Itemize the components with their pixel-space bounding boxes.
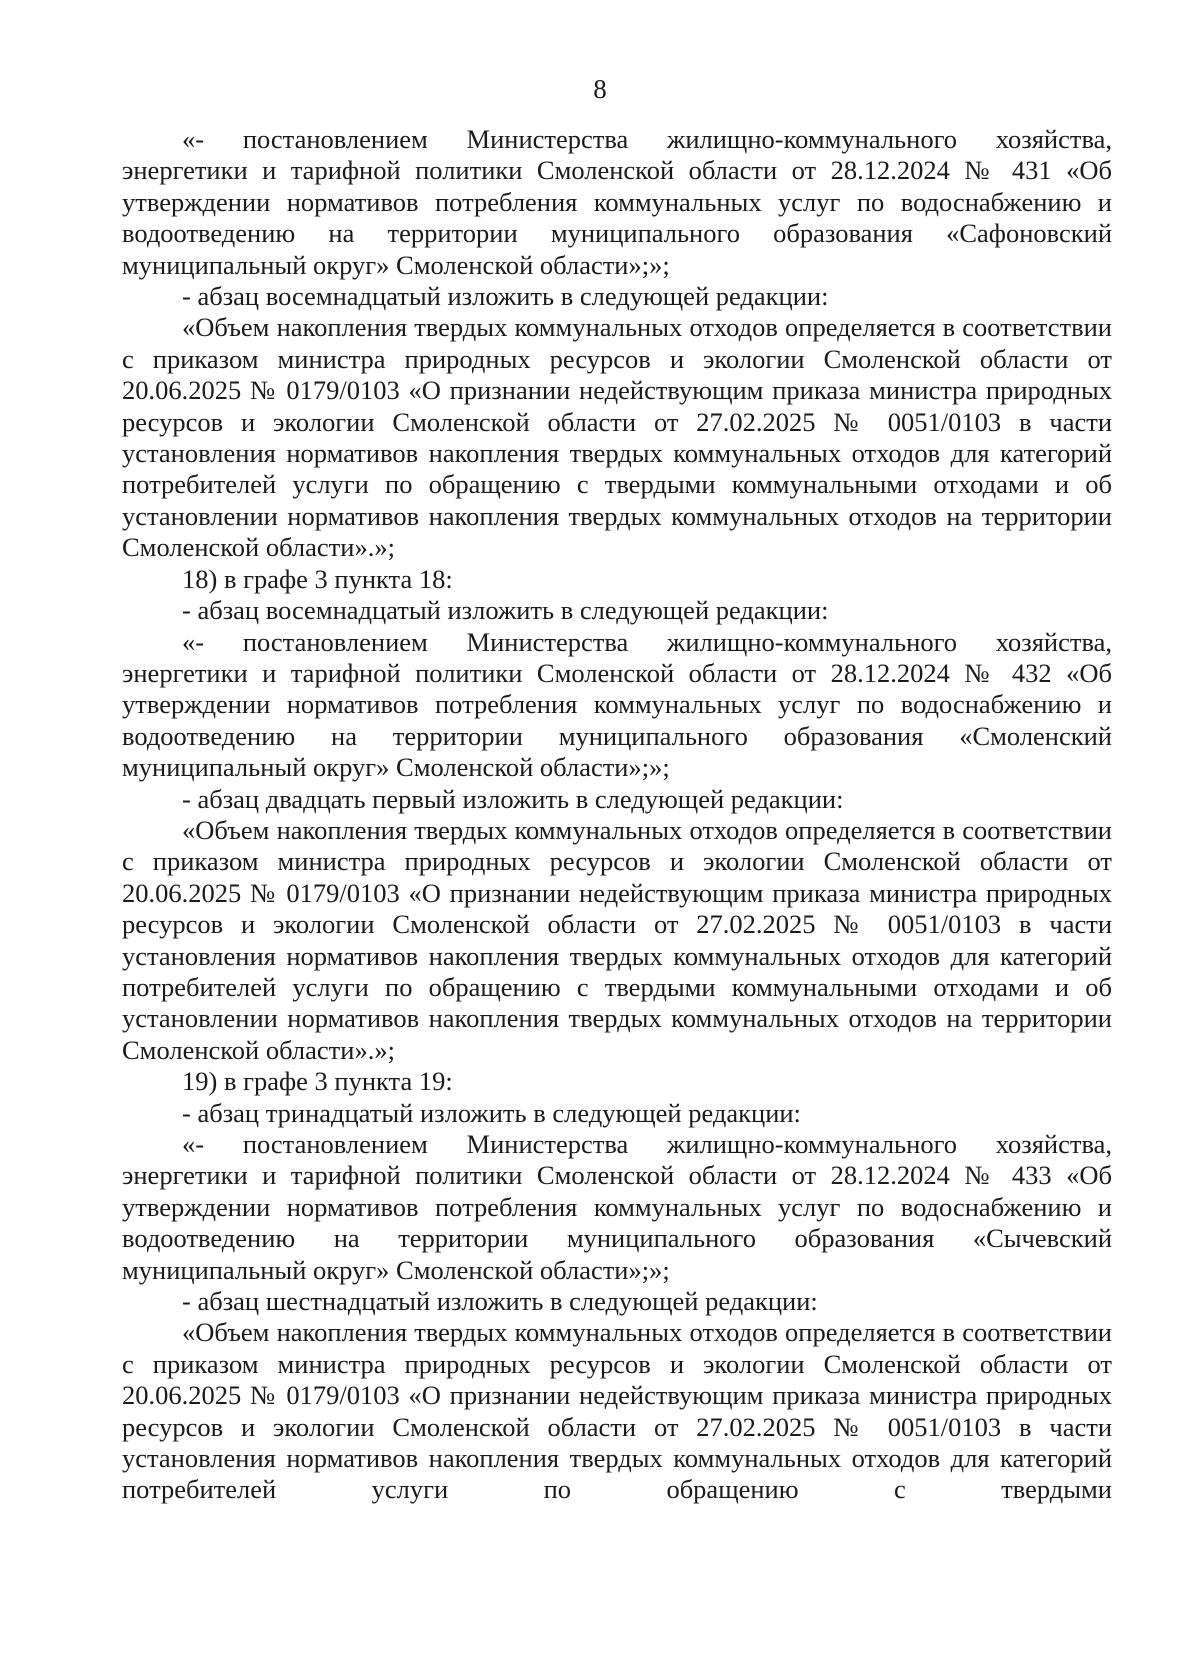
paragraph-432-resolution: «- постановлением Министерства жилищно-коммунального хозяйства, энергетики и тарифной политики Смоленской области от 28.12.2024 № 432 «Об утверждении нормативов потребления коммунальных услуг по водоснабжению и водоотведению на территории муниципального образования «Смоленский муниципальный округ» Смоленской области»;»; bbox=[122, 626, 1112, 783]
paragraph-instruction: - абзац восемнадцатый изложить в следующей редакции: bbox=[182, 281, 829, 312]
paragraph-item-18: 18) в графе 3 пункта 18: bbox=[182, 563, 453, 594]
paragraph-433-resolution: «- постановлением Министерства жилищно-коммунального хозяйства, энергетики и тарифной политики Смоленской области от 28.12.2024 № 433 «Об утверждении нормативов потребления коммунальных услуг по водоснабжению и водоотведению на территории муниципального образования «Сычевский муниципальный округ» Смоленской области»;»; bbox=[122, 1129, 1112, 1285]
paragraph-instruction: - абзац тринадцатый изложить в следующей редакции: bbox=[182, 1097, 801, 1128]
paragraph-instruction: - абзац восемнадцатый изложить в следующей редакции: bbox=[182, 595, 829, 626]
paragraph-item-19: 19) в графе 3 пункта 19: bbox=[182, 1066, 453, 1097]
paragraph-waste-volume: «Объем накопления твердых коммунальных отходов определяется в соответствии с приказом министра природных ресурсов и экологии Смоленской области от 20.06.2025 № 0179/0103 «О признании недействующим приказа министра природных ресурсов и экологии Смоленской области от 27.02.2025 № 0051/0103 в части установления нормативов накопления твердых коммунальных отходов для категорий потребителей услуги по обращению с твердыми коммунальными отходами и об установлении нормативов накопления твердых коммунальных отходов на территории Смоленской области».»; bbox=[122, 312, 1112, 563]
paragraph-instruction: - абзац двадцать первый изложить в следующей редакции: bbox=[182, 783, 844, 814]
page-number: 8 bbox=[593, 74, 607, 104]
paragraph-waste-volume: «Объем накопления твердых коммунальных отходов определяется в соответствии с приказом министра природных ресурсов и экологии Смоленской области от 20.06.2025 № 0179/0103 «О признании недействующим приказа министра природных ресурсов и экологии Смоленской области от 27.02.2025 № 0051/0103 в части установления нормативов накопления твердых коммунальных отходов для категорий потребителей услуги по обращению с твердыми коммунальными отходами и об установлении нормативов накопления твердых коммунальных отходов на территории Смоленской области».»; bbox=[122, 814, 1112, 1065]
paragraph-431-resolution: «- постановлением Министерства жилищно-коммунального хозяйства, энергетики и тарифной политики Смоленской области от 28.12.2024 № 431 «Об утверждении нормативов потребления коммунальных услуг по водоснабжению и водоотведению на территории муниципального образования «Сафоновский муниципальный округ» Смоленской области»;»; bbox=[122, 124, 1112, 280]
paragraph-instruction: - абзац шестнадцатый изложить в следующей редакции: bbox=[182, 1286, 818, 1317]
document-body bbox=[122, 124, 1112, 1506]
paragraph-waste-volume: «Объем накопления твердых коммунальных отходов определяется в соответствии с приказом министра природных ресурсов и экологии Смоленской области от 20.06.2025 № 0179/0103 «О признании недействующим приказа министра природных ресурсов и экологии Смоленской области от 27.02.2025 № 0051/0103 в части установления нормативов накопления твердых коммунальных отходов для категорий потребителей услуги по обращению с твердыми bbox=[122, 1317, 1112, 1505]
